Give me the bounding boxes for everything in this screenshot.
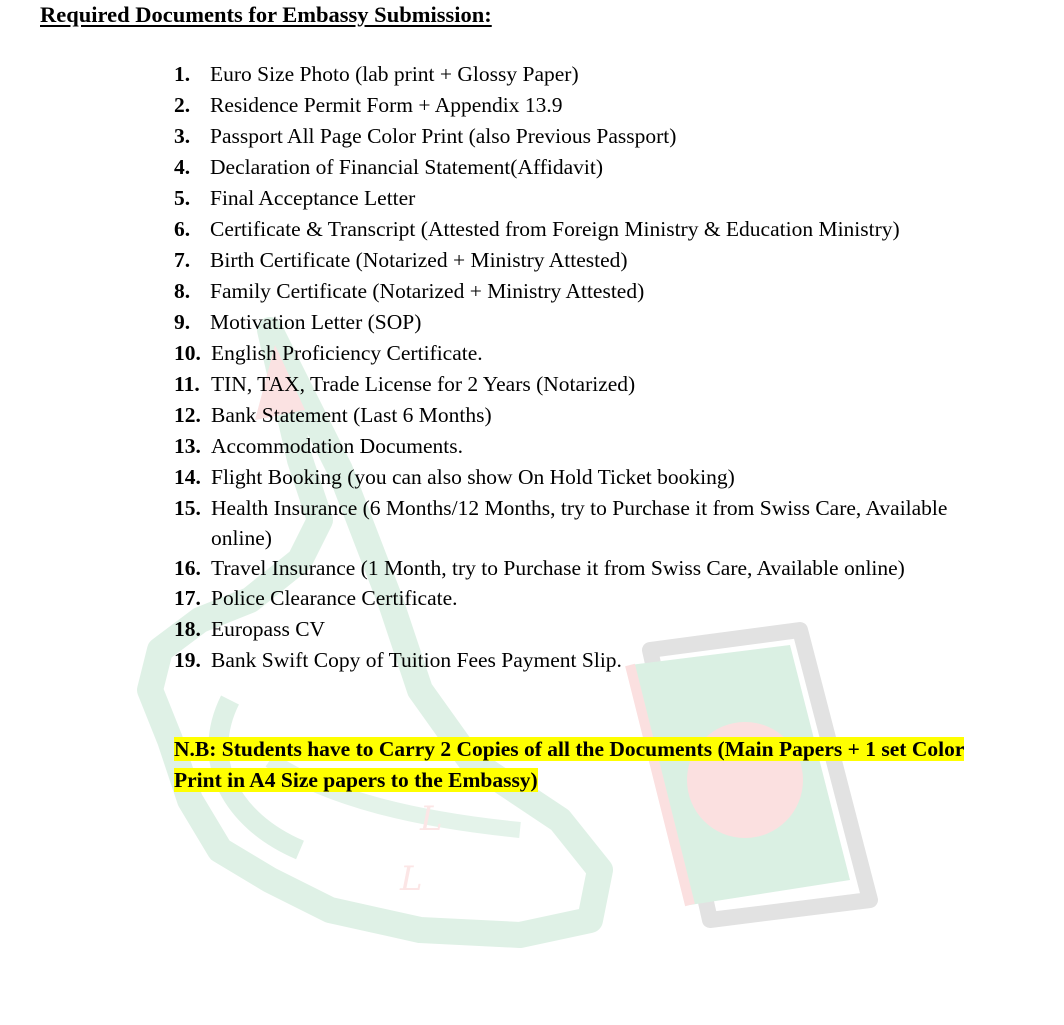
list-item: 17. Police Clearance Certificate. xyxy=(174,586,458,610)
list-item: 14. Flight Booking (you can also show On Hold Ticket booking) xyxy=(174,465,735,489)
list-item: 7. Birth Certificate (Notarized + Ministry Attested) xyxy=(174,248,628,272)
list-item: 19. Bank Swift Copy of Tuition Fees Payment Slip. xyxy=(174,648,622,672)
list-item: 8. Family Certificate (Notarized + Ministry Attested) xyxy=(174,279,645,303)
list-item: 16. Travel Insurance (1 Month, try to Purchase it from Swiss Care, Available online) xyxy=(174,556,905,580)
list-item: 6. Certificate & Transcript (Attested from Foreign Ministry & Education Ministry) xyxy=(174,217,900,241)
list-item: 11. TIN, TAX, Trade License for 2 Years (Notarized) xyxy=(174,372,636,396)
list-item: 5. Final Acceptance Letter xyxy=(174,186,416,210)
documents-list xyxy=(174,59,1004,676)
svg-text:L: L xyxy=(400,859,423,899)
svg-text:L: L xyxy=(420,799,443,839)
list-item: 2. Residence Permit Form + Appendix 13.9 xyxy=(174,93,563,117)
list-item: 15. Health Insurance (6 Months/12 Months, try to Purchase it from Swiss Care, Available online) xyxy=(174,496,948,550)
highlighted-note: N.B: Students have to Carry 2 Copies of all the Documents (Main Papers + 1 set Color Print in A4 Size papers to the Embassy) xyxy=(174,737,965,792)
list-item: 1. Euro Size Photo (lab print + Glossy Paper) xyxy=(174,62,579,86)
list-item: 12. Bank Statement (Last 6 Months) xyxy=(174,403,492,427)
list-item: 3. Passport All Page Color Print (also Previous Passport) xyxy=(174,124,677,148)
list-item: 13. Accommodation Documents. xyxy=(174,434,463,458)
list-item: 10. English Proficiency Certificate. xyxy=(174,341,483,365)
list-item: 18. Europass CV xyxy=(174,617,326,641)
list-item: 9. Motivation Letter (SOP) xyxy=(174,310,422,334)
list-item: 4. Declaration of Financial Statement(Affidavit) xyxy=(174,155,604,179)
page-title: Required Documents for Embassy Submission: xyxy=(40,2,492,27)
